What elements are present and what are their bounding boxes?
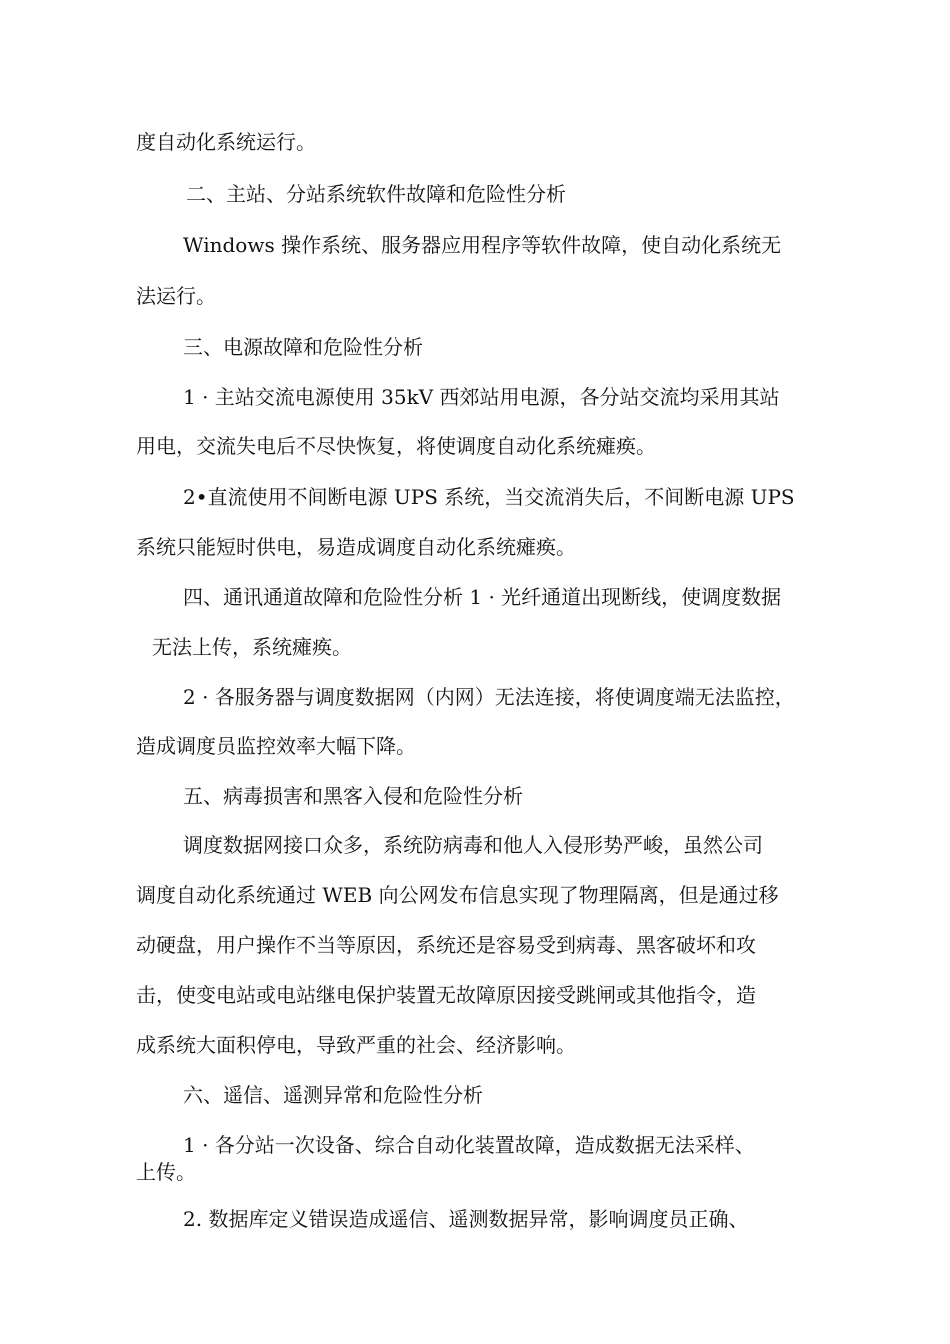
section-heading: 四、通讯通道故障和危险性分析 1 · 光纤通道出现断线，使调度数据: [183, 585, 782, 609]
text-line: 2•直流使用不间断电源 UPS 系统，当交流消失后，不间断电源 UPS: [183, 485, 795, 509]
text-line: 1 · 各分站一次设备、综合自动化装置故障，造成数据无法采样、: [183, 1133, 755, 1157]
text-line: 系统只能短时供电，易造成调度自动化系统瘫痪。: [136, 535, 576, 559]
text-line: 调度数据网接口众多，系统防病毒和他人入侵形势严峻，虽然公司: [183, 833, 763, 857]
text-line: 法运行。: [136, 284, 216, 308]
text-line: 2. 数据库定义错误造成遥信、遥测数据异常，影响调度员正确、: [183, 1207, 749, 1231]
text-line: 击，使变电站或电站继电保护装置无故障原因接受跳闸或其他指令，造: [136, 983, 756, 1007]
text-line: 上传。: [136, 1160, 196, 1184]
text-line: 调度自动化系统通过 WEB 向公网发布信息实现了物理隔离，但是通过移: [136, 883, 779, 907]
section-heading: 二、主站、分站系统软件故障和危险性分析: [186, 182, 566, 206]
text-line: 造成调度员监控效率大幅下降。: [136, 734, 416, 758]
section-heading: 三、电源故障和危险性分析: [183, 335, 423, 359]
text-line: 用电，交流失电后不尽快恢复，将使调度自动化系统瘫痪。: [136, 434, 656, 458]
section-heading: 六、遥信、遥测异常和危险性分析: [183, 1083, 483, 1107]
text-line: 无法上传，系统瘫痪。: [152, 635, 352, 659]
text-line: 动硬盘，用户操作不当等原因，系统还是容易受到病毒、黑客破坏和攻: [136, 933, 756, 957]
text-line: 成系统大面积停电，导致严重的社会、经济影响。: [136, 1033, 576, 1057]
text-line: 1 · 主站交流电源使用 35kV 西郊站用电源，各分站交流均采用其站: [183, 385, 780, 409]
text-line: 2 · 各服务器与调度数据网（内网）无法连接，将使调度端无法监控，: [183, 685, 795, 709]
text-line: 度自动化系统运行。: [136, 130, 316, 154]
text-line: Windows 操作系统、服务器应用程序等软件故障，使自动化系统无: [183, 233, 782, 257]
section-heading: 五、病毒损害和黑客入侵和危险性分析: [183, 784, 523, 808]
